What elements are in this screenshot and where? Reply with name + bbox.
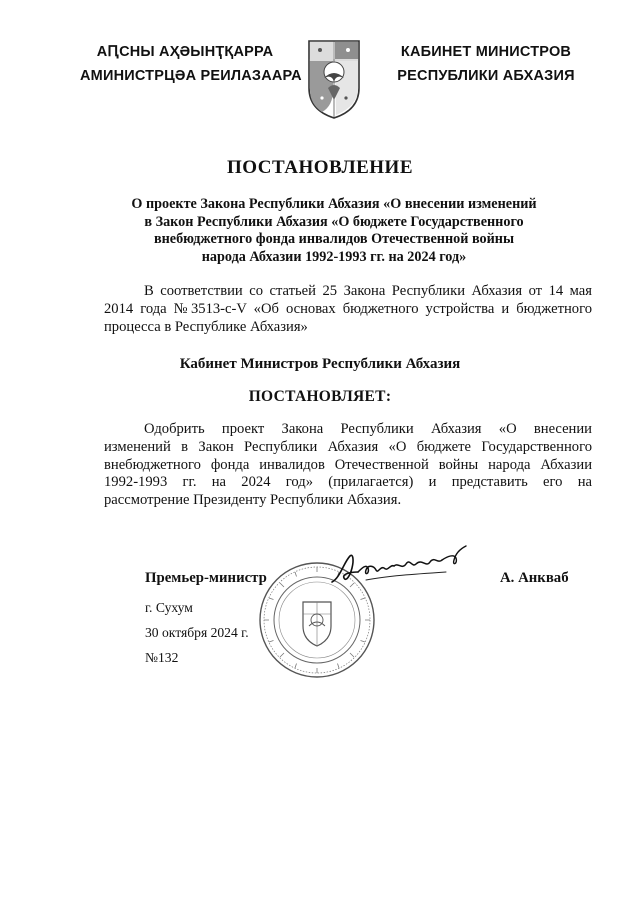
header-left-line2: АМИНИСТРЦӘА РЕИЛАЗААРА bbox=[80, 68, 302, 84]
header-left-line1: АԤСНЫ АҲӘЫНҬҚАРРА bbox=[96, 44, 274, 60]
document-number: №132 bbox=[145, 650, 179, 665]
header-right-title bbox=[394, 40, 578, 88]
operative-line: рассмотрение Президенту Республики Абхазия. bbox=[104, 492, 402, 509]
subject-line: народа Абхазии 1992-1993 гг. на 2024 год» bbox=[201, 248, 467, 265]
document-city: г. Сухум bbox=[145, 600, 193, 615]
preamble-line: процесса в Республике Абхазия» bbox=[104, 318, 308, 335]
document-type-title: ПОСТАНОВЛЕНИЕ bbox=[226, 157, 414, 178]
header-right-line2: РЕСПУБЛИКИ АБХАЗИЯ bbox=[397, 68, 575, 84]
operative-paragraph bbox=[104, 421, 592, 510]
preamble-line: В соответствии со статьей 25 Закона Республики Абхазия от 14 мая bbox=[144, 283, 592, 299]
operative-line: внебюджетного фонда инвалидов Отечественной войны народа Абхазии bbox=[104, 456, 592, 473]
operative-line: Одобрить проект Закона Республики Абхазия «О внесении bbox=[144, 421, 592, 437]
header-left-title bbox=[80, 40, 302, 88]
subject-line: в Закон Республики Абхазия «О бюджете Государственного bbox=[144, 213, 524, 230]
decree-heading: ПОСТАНОВЛЯЕТ: bbox=[248, 388, 392, 405]
operative-line: изменений в Закон Республики Абхазия «О бюджете Государственного bbox=[104, 438, 592, 455]
subject-line: О проекте Закона Республики Абхазия «О внесении изменений bbox=[131, 196, 537, 212]
handwritten-signature-icon bbox=[326, 542, 486, 594]
subject-line: внебюджетного фонда инвалидов Отечественной войны bbox=[153, 231, 515, 248]
signatory-title: Премьер-министр bbox=[145, 570, 267, 586]
coat-of-arms-icon bbox=[306, 38, 362, 120]
preamble-paragraph bbox=[104, 283, 592, 336]
signatory-name: А. Анкваб bbox=[500, 570, 569, 586]
document-subject bbox=[80, 196, 588, 266]
operative-line: 1992-1993 гг. на 2024 год» (прилагается) и представить его на bbox=[104, 474, 592, 491]
document-date: 30 октября 2024 г. bbox=[145, 625, 249, 640]
header-right-line1: КАБИНЕТ МИНИСТРОВ bbox=[400, 44, 572, 60]
issuer-heading: Кабинет Министров Республики Абхазия bbox=[179, 356, 461, 372]
preamble-line: 2014 года №3513-с-V «Об основах бюджетного устройства и бюджетного bbox=[104, 300, 592, 317]
